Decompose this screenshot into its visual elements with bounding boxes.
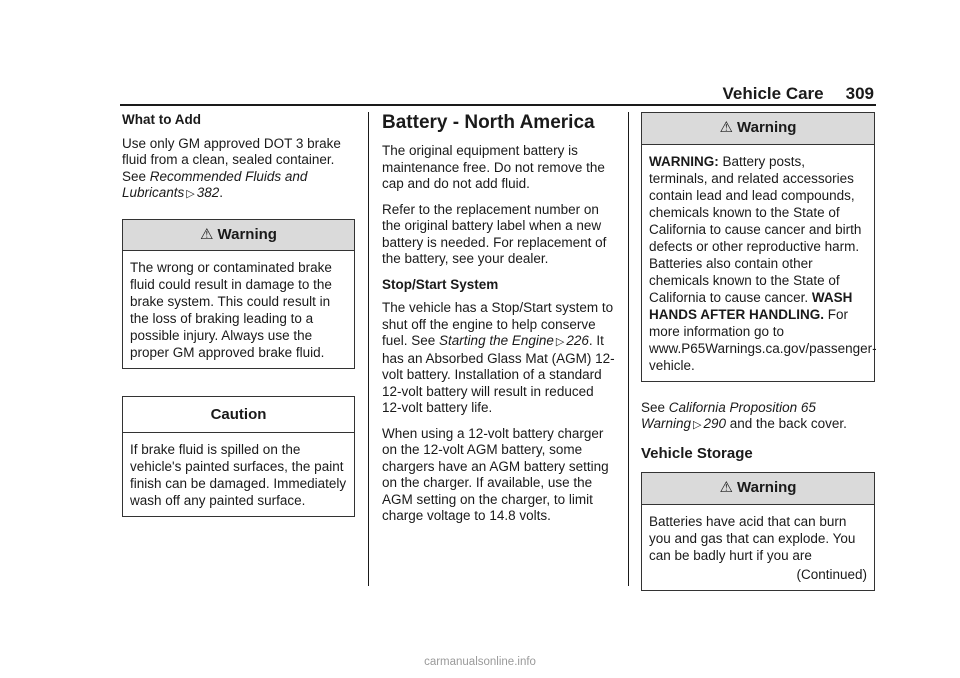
header-rule — [120, 104, 876, 106]
continued-label: (Continued) — [796, 566, 867, 582]
warning-icon: ⚠ — [719, 479, 733, 496]
warning-box-header: ⚠ Warning — [642, 473, 874, 505]
battery-section-title: Battery - North America — [382, 112, 595, 133]
agm-charger-paragraph: When using a 12-volt battery charger on the 12-volt AGM battery, some chargers have an AGM battery setting on the charger. If available, use the AGM setting on the charger, to limit charge voltage to 14.8 volts. — [382, 425, 609, 523]
warning-icon: ⚠ — [200, 225, 214, 243]
storage-warning-box — [641, 472, 875, 591]
warning-box-text: WARNING: Battery posts, terminals, and related accessories contain lead and lead compounds, chemicals known to the State of California to cause cancer and birth defects or other reproductive harm. Batteries also contain other chemicals known to the State of California to cause cancer. WASH HANDS AFTER HANDLING. For more information go to www.P65Warnings.ca.gov/passenger-vehicle. — [649, 153, 877, 373]
stop-start-paragraph: The vehicle has a Stop/Start system to shut off the engine to help conserve fuel. See Starting the Engine ▷ 226. It has an Absorbed Glass Mat (AGM) 12-volt battery. Installation of a standard 12-volt battery will result in reduced 12-volt battery life. — [382, 300, 615, 415]
prop65-warning-box — [641, 112, 875, 382]
battery-paragraph-2: Refer to the replacement number on the original battery label when a new battery is needed. For replacement of the battery, see your dealer. — [382, 201, 607, 266]
xref-page-290[interactable]: 290 — [703, 416, 727, 431]
prop65-see-paragraph: See California Proposition 65 Warning ▷ 290 and the back cover. — [641, 399, 847, 431]
section-title: Vehicle Care — [722, 84, 824, 103]
warning-box-text: The wrong or contaminated brake fluid could result in damage to the brake system. This could result in the loss of braking leading to a possible injury. Always use the proper GM approved brake fluid. — [130, 260, 332, 360]
column-2 — [382, 112, 616, 534]
caution-box-header: Caution — [123, 397, 354, 433]
brake-fluid-warning-box — [122, 219, 355, 370]
caution-box-text: If brake fluid is spilled on the vehicle's painted surfaces, the paint finish can be damaged. Immediately wash off any painted surface. — [130, 441, 347, 508]
warning-box-text: Batteries have acid that can burn you and gas that can explode. You can be badly hurt if you are (Continued) — [649, 513, 867, 582]
xref-recommended-fluids[interactable]: Recommended Fluids and Lubricants — [122, 168, 308, 200]
xref-arrow-icon: ▷ — [186, 188, 195, 200]
xref-page-382[interactable]: 382 — [196, 185, 220, 200]
what-to-add-paragraph: Use only GM approved DOT 3 brake fluid from a clean, sealed container. See Recommended Fluids and Lubricants ▷ 382. — [122, 135, 341, 200]
what-to-add-heading: What to Add — [122, 112, 201, 127]
xref-arrow-icon: ▷ — [555, 336, 565, 348]
column-divider-1 — [368, 112, 369, 586]
xref-prop65-warning[interactable]: California Proposition 65 Warning — [641, 399, 816, 431]
site-watermark: carmanualsonline.info — [424, 656, 536, 668]
battery-paragraph-1: The original equipment battery is maintenance free. Do not remove the cap and do not add fluid. — [382, 143, 605, 191]
vehicle-storage-heading: Vehicle Storage — [641, 444, 753, 462]
column-divider-2 — [628, 112, 629, 586]
page-number: 309 — [845, 84, 874, 103]
warning-box-header: ⚠ Warning — [123, 220, 354, 252]
column-3 — [641, 112, 875, 601]
xref-arrow-icon: ▷ — [693, 419, 702, 431]
stop-start-heading: Stop/Start System — [382, 276, 499, 292]
warning-box-header: ⚠ Warning — [642, 113, 874, 145]
page-header — [723, 84, 875, 104]
column-1 — [122, 112, 355, 527]
xref-starting-engine[interactable]: Starting the Engine — [439, 333, 554, 348]
warning-icon: ⚠ — [719, 119, 733, 136]
brake-fluid-caution-box — [122, 396, 355, 517]
xref-page-226[interactable]: 226 — [566, 333, 589, 348]
